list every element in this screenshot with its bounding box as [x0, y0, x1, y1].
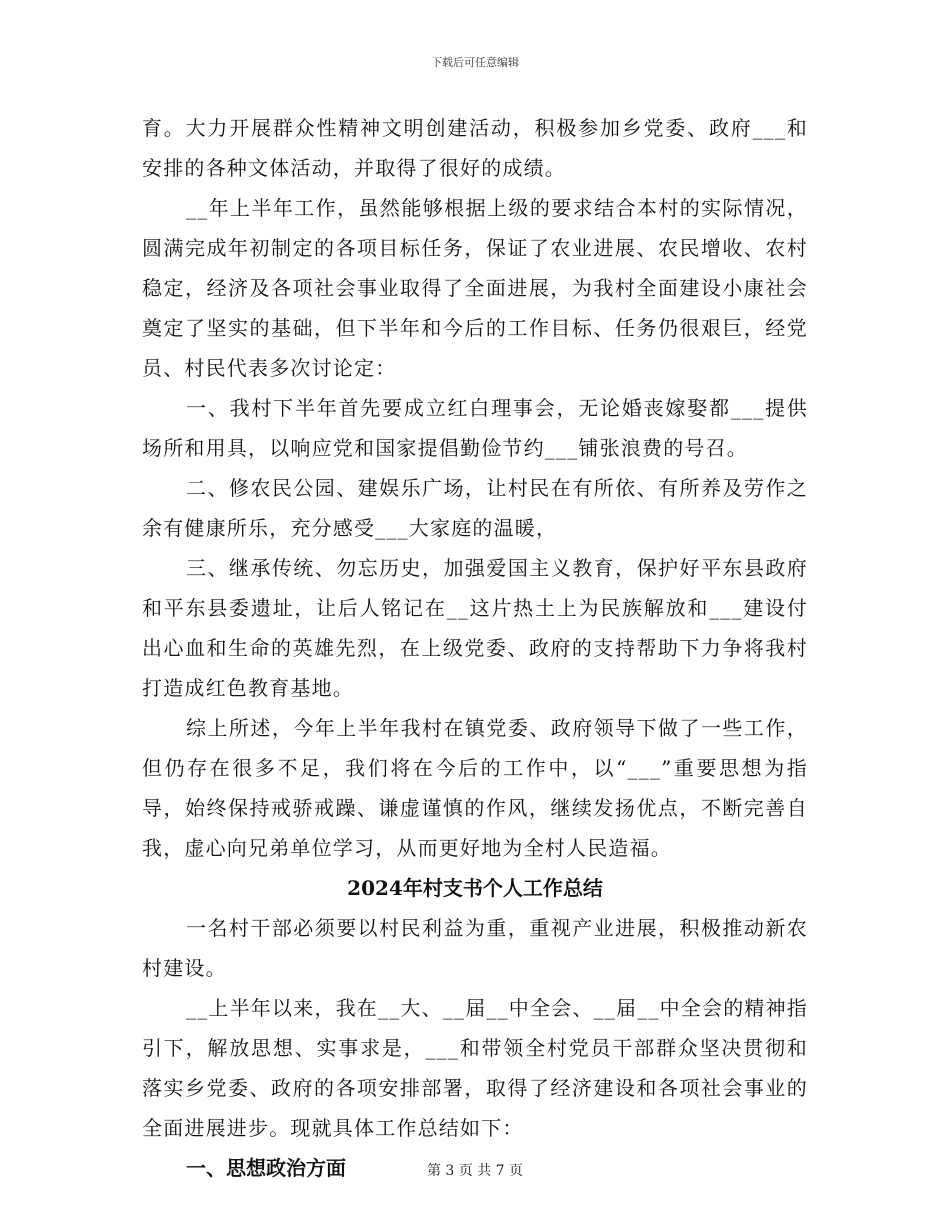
section-title: 2024年村支书个人工作总结	[347, 876, 603, 900]
paragraph-item-1: 一、我村下半年首先要成立红白理事会，无论婚丧嫁娶都___提供场所和用具，以响应党和国家提倡勤俭节约___铺张浪费的号召。	[142, 396, 808, 460]
page-number-footer: 第 3 页 共 7 页	[426, 1163, 524, 1179]
page-header-note: 下载后可任意编辑	[431, 56, 519, 69]
paragraph-item-2: 二、修农民公园、建娱乐广场，让村民在有所依、有所养及劳作之余有健康所乐，充分感受___大家庭的温暖，	[142, 476, 808, 540]
section-paragraph-intro: 一名村干部必须要以村民利益为重，重视产业进展，积极推动新农村建设。	[142, 916, 808, 980]
paragraph-summary: __年上半年工作，虽然能够根据上级的要求结合本村的实际情况，圆满完成年初制定的各项目标任务，保证了农业进展、农民增收、农村稳定，经济及各项社会事业取得了全面进展，为我村全面建设小康社会奠定了坚实的基础，但下半年和今后的工作目标、任务仍很艰巨，经党员、村民代表多次讨论定：	[142, 196, 808, 380]
paragraph-conclusion: 综上所述，今年上半年我村在镇党委、政府领导下做了一些工作，但仍存在很多不足，我们将在今后的工作中，以“___”重要思想为指导，始终保持戒骄戒躁、谦虚谨慎的作风，继续发扬优点，不断完善自我，虚心向兄弟单位学习，从而更好地为全村人民造福。	[142, 716, 808, 860]
paragraph-continuation: 育。大力开展群众性精神文明创建活动，积极参加乡党委、政府___和安排的各种文体活动，并取得了很好的成绩。	[142, 116, 808, 180]
subheading: 一、思想政治方面	[186, 1156, 346, 1180]
section-paragraph-overview: __上半年以来，我在__大、__届__中全会、__届__中全会的精神指引下，解放思想、实事求是，___和带领全村党员干部群众坚决贯彻和落实乡党委、政府的各项安排部署，取得了经济建设和各项社会事业的全面进展进步。现就具体工作总结如下：	[142, 996, 808, 1140]
paragraph-item-3: 三、继承传统、勿忘历史，加强爱国主义教育，保护好平东县政府和平东县委遗址，让后人铭记在__这片热土上为民族解放和___建设付出心血和生命的英雄先烈，在上级党委、政府的支持帮助下力争将我村打造成红色教育基地。	[142, 556, 808, 700]
document-body	[142, 108, 808, 1188]
